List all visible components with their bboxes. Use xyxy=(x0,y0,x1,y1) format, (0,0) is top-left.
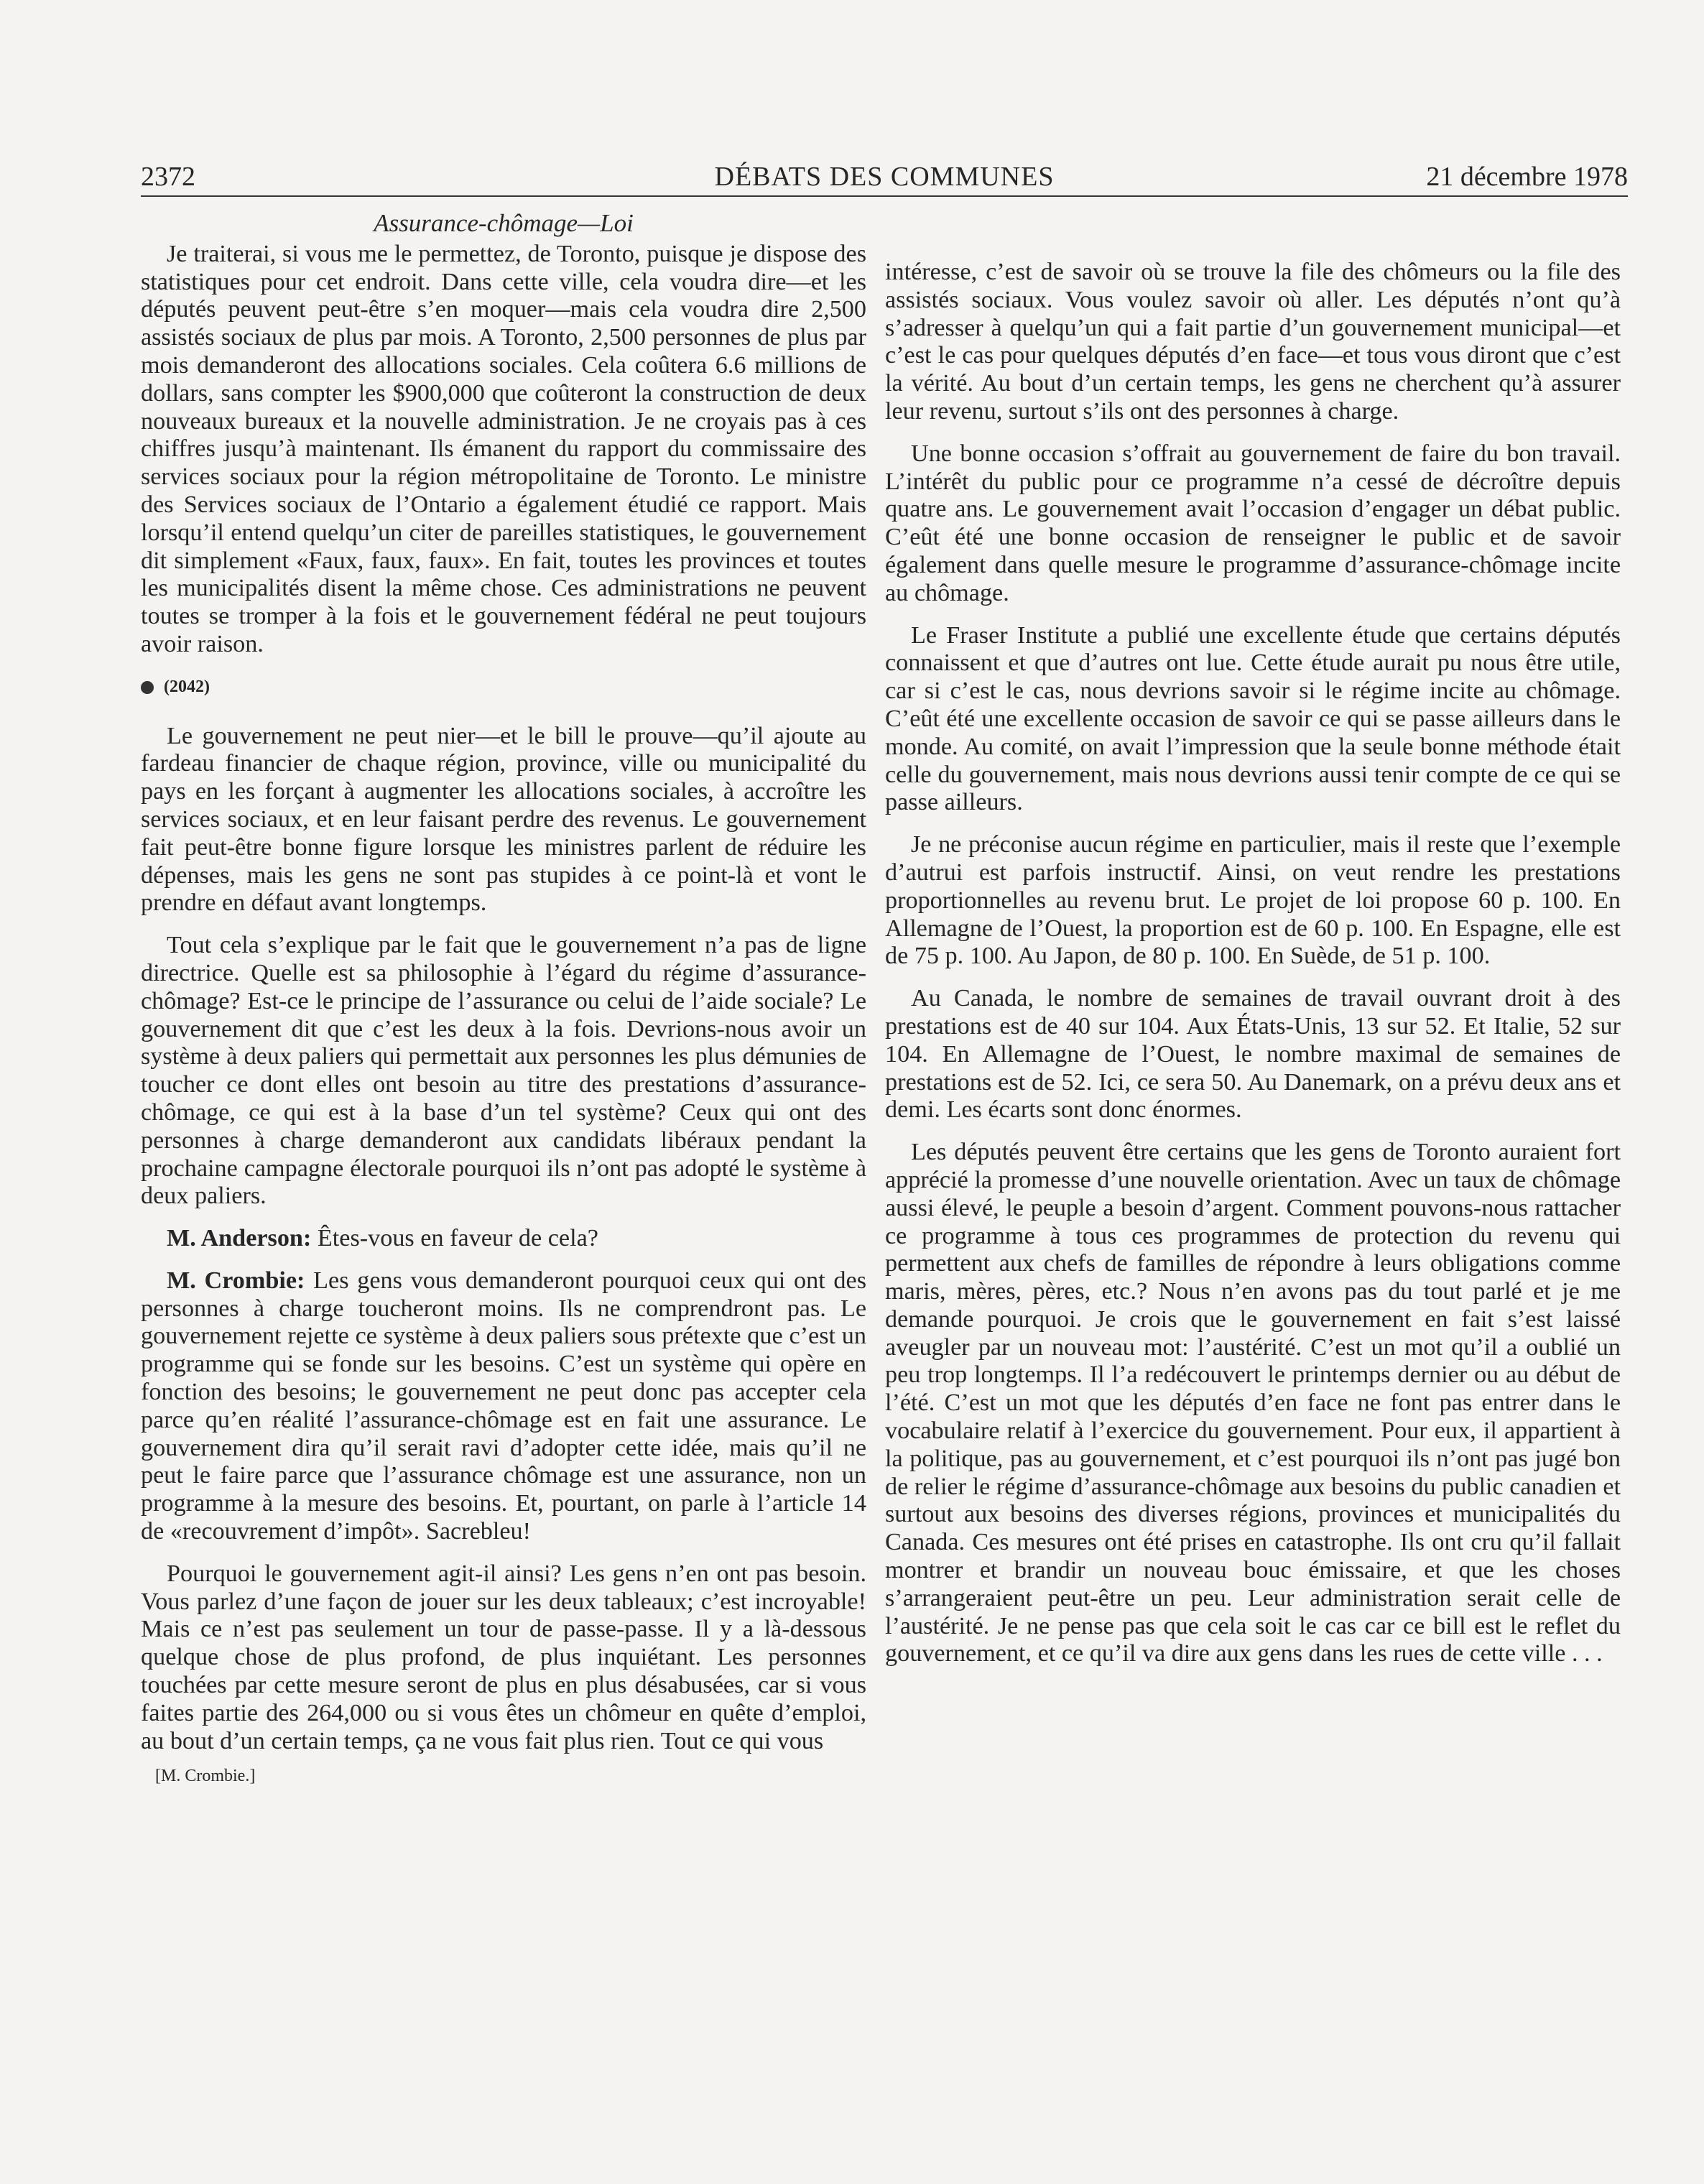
speech-text: Êtes-vous en faveur de cela? xyxy=(311,1225,598,1252)
speech-paragraph xyxy=(141,1225,866,1253)
paragraph: Une bonne occasion s’offrait au gouvernement de faire du bon travail. L’intérêt du public pour ce programme n’a cessé de décroître depuis quatre ans. Le gouvernement avait l’occasion d’engager un débat public. C’eût été une bonne occasion de renseigner le public et de savoir également dans quelle mesure le programme d’assurance-chômage incite au chômage. xyxy=(885,440,1621,606)
speaker-attribution: [M. Crombie.] xyxy=(155,1767,256,1786)
page-number: 2372 xyxy=(141,162,195,192)
paragraph: Le Fraser Institute a publié une excellente étude que certains députés connaissent et que d’autres ont lue. Cette étude aurait pu nous être utile, car si c’est le cas, nous devrions savoir si le régime incite au chômage. C’eût été une excellente occasion de savoir ce qui se passe ailleurs dans le monde. Au comité, on avait l’impression que la seule bonne méthode était celle du gouvernement, mais nous devrions aussi tenir compte de ce qui se passe ailleurs. xyxy=(885,621,1621,816)
bullet-icon xyxy=(141,681,154,694)
page-header xyxy=(141,154,1628,197)
page-date: 21 décembre 1978 xyxy=(1426,162,1628,192)
speaker-name: M. Crombie: xyxy=(167,1267,305,1294)
timestamp xyxy=(141,673,866,701)
subject-heading: Assurance-chômage—Loi xyxy=(374,209,634,237)
speech-text: Les gens vous demanderont pourquoi ceux qui ont des personnes à charge toucheront moins. Ils ne comprendront pas. Le gouvernement rejette ce système à deux paliers sous prétexte que c’est un programme qui se fonde sur les besoins. C’est un système qui opère en fonction des besoins; le gouvernement ne peut donc pas accepter cela parce qu’en réalité l’assurance-chômage est en fait une assurance. Le gouvernement dira qu’il serait ravi d’adopter cette idée, mais qu’il ne peut le faire parce que l’assurance chômage est une assurance, non un programme à la mesure des besoins. Et, pourtant, on parle à l’article 14 de «recouvrement d’impôt». Sacrebleu! xyxy=(141,1267,866,1545)
paragraph: Le gouvernement ne peut nier—et le bill le prouve—qu’il ajoute au fardeau financier de chaque région, province, ville ou municipalité du pays en les forçant à augmenter les allocations sociales, à accroître les services sociaux, et en leur faisant perdre des revenus. Le gouvernement fait peut-être bonne figure lorsque les ministres parlent de réduire les dépenses, mais les gens ne sont pas stupides à ce point-là et vont le prendre en défaut avant longtemps. xyxy=(141,722,866,917)
paragraph: Pourquoi le gouvernement agit-il ainsi? Les gens n’en ont pas besoin. Vous parlez d’une façon de jouer sur les deux tableaux; c’est incroyable! Mais ce n’est pas seulement un tour de passe-passe. Il y a là-dessous quelque chose de plus profond, de plus inquiétant. Les personnes touchées par cette mesure seront de plus en plus désabusées, car si vous faites partie des 264,000 ou si vous êtes un chômeur en quête d’emploi, au bout d’un certain temps, ça ne vous fait plus rien. Tout ce qui vous xyxy=(141,1560,866,1754)
speaker-name: M. Anderson: xyxy=(167,1225,312,1252)
paragraph: Je ne préconise aucun régime en particulier, mais il reste que l’exemple d’autrui est parfois instructif. Ainsi, on veut rendre les prestations proportionnelles au revenu brut. Le projet de loi propose 60 p. 100. En Allemagne de l’Ouest, la proportion est de 60 p. 100. En Espagne, elle est de 75 p. 100. Au Japon, de 80 p. 100. En Suède, de 51 p. 100. xyxy=(885,831,1621,970)
speech-paragraph xyxy=(141,1267,866,1546)
paragraph: Au Canada, le nombre de semaines de travail ouvrant droit à des prestations est de 40 sur 104. Aux États-Unis, 13 sur 52. Et Italie, 52 sur 104. En Allemagne de l’Ouest, le nombre maximal de semaines de prestations est de 52. Ici, ce sera 50. Au Danemark, on a prévu deux ans et demi. Les écarts sont donc énormes. xyxy=(885,985,1621,1124)
right-column xyxy=(885,259,1621,1683)
paragraph: intéresse, c’est de savoir où se trouve la file des chômeurs ou la file des assistés sociaux. Vous voulez savoir où aller. Les députés n’ont qu’à s’adresser à quelqu’un qui a fait partie d’un gouvernement municipal—et c’est le cas pour quelques députés d’en face—et tous vous diront que c’est la vérité. Au bout d’un certain temps, les gens ne cherchent qu’à assurer leur revenu, surtout s’ils ont des personnes à charge. xyxy=(885,259,1621,425)
left-column xyxy=(141,210,866,1790)
timestamp-label: (2042) xyxy=(164,677,210,696)
paragraph: Les députés peuvent être certains que les gens de Toronto auraient fort apprécié la promesse d’une nouvelle orientation. Avec un taux de chômage aussi élevé, le peuple a besoin d’argent. Comment pouvons-nous rattacher ce programme à tous ces programmes de protection du revenu qui permettent aux chefs de familles de répondre à leurs obligations comme maris, mères, pères, etc.? Nous n’en avons pas du tout parlé et je me demande pourquoi. Je crois que le gouvernement en fait s’est laissé aveugler par un nouveau mot: l’austérité. C’est un mot qu’il a oublié un peu trop longtemps. Il l’a redécouvert le printemps dernier ou au début de l’été. C’est un mot que les députés d’en face ne font pas entrer dans le vocabulaire relatif à l’exercice du gouvernement. Pour eux, il appartient à la politique, pas au gouvernement, et c’est pourquoi ils n’ont pas jugé bon de relier le régime d’assurance-chômage aux besoins du public canadien et surtout aux besoins des diverses régions, provinces et municipalités du Canada. Ces mesures ont été prises en catastrophe. Ils ont cru qu’il fallait montrer et brandir un nouveau bouc émissaire, et que les choses s’arrangeraient peut-être un peu. Leur administration serait celle de l’austérité. Je ne pense pas que cela soit le cas car ce bill est le reflet du gouvernement, et ce qu’il va dire aux gens dans les rues de cette ville . . . xyxy=(885,1139,1621,1667)
paragraph: Je traiterai, si vous me le permettez, de Toronto, puisque je dispose des statistiques pour cet endroit. Dans cette ville, cela voudra dire—et les députés peuvent peut-être s’en moquer—mais cela voudra dire 2,500 assistés sociaux de plus par mois. A Toronto, 2,500 personnes de plus par mois demanderont des allocations sociales. Cela coûtera 6.6 millions de dollars, sans compter les $900,000 que coûteront la construction de deux nouveaux bureaux et la nouvelle administration. Je ne croyais pas à ces chiffres jusqu’à maintenant. Ils émanent du rapport du commissaire des services sociaux pour la région métropolitaine de Toronto. Le ministre des Services sociaux de l’Ontario a également étudié ce rapport. Mais lorsqu’il entend quelqu’un citer de pareilles statistiques, le gouvernement dit simplement «Faux, faux, faux». En fait, toutes les provinces et toutes les municipalités disent la même chose. Ces administrations ne peuvent toutes se tromper à la fois et le gouvernement fédéral ne peut toujours avoir raison. xyxy=(141,240,866,657)
publication-title: DÉBATS DES COMMUNES xyxy=(714,162,1055,192)
paragraph: Tout cela s’explique par le fait que le gouvernement n’a pas de ligne directrice. Quelle est sa philosophie à l’égard du régime d’assurance-chômage? Est-ce le principe de l’assurance ou celui de l’aide sociale? Le gouvernement dit que c’est les deux à la fois. Devrions-nous avoir un système à deux paliers qui permettait aux personnes les plus démunies de toucher ce dont elles ont besoin au titre des prestations d’assurance-chômage, ce qui est à la base d’un tel système? Ceux qui ont des personnes à charge demanderont aux candidats libéraux pendant la prochaine campagne électorale pourquoi ils n’ont pas adopté le système à deux paliers. xyxy=(141,932,866,1210)
